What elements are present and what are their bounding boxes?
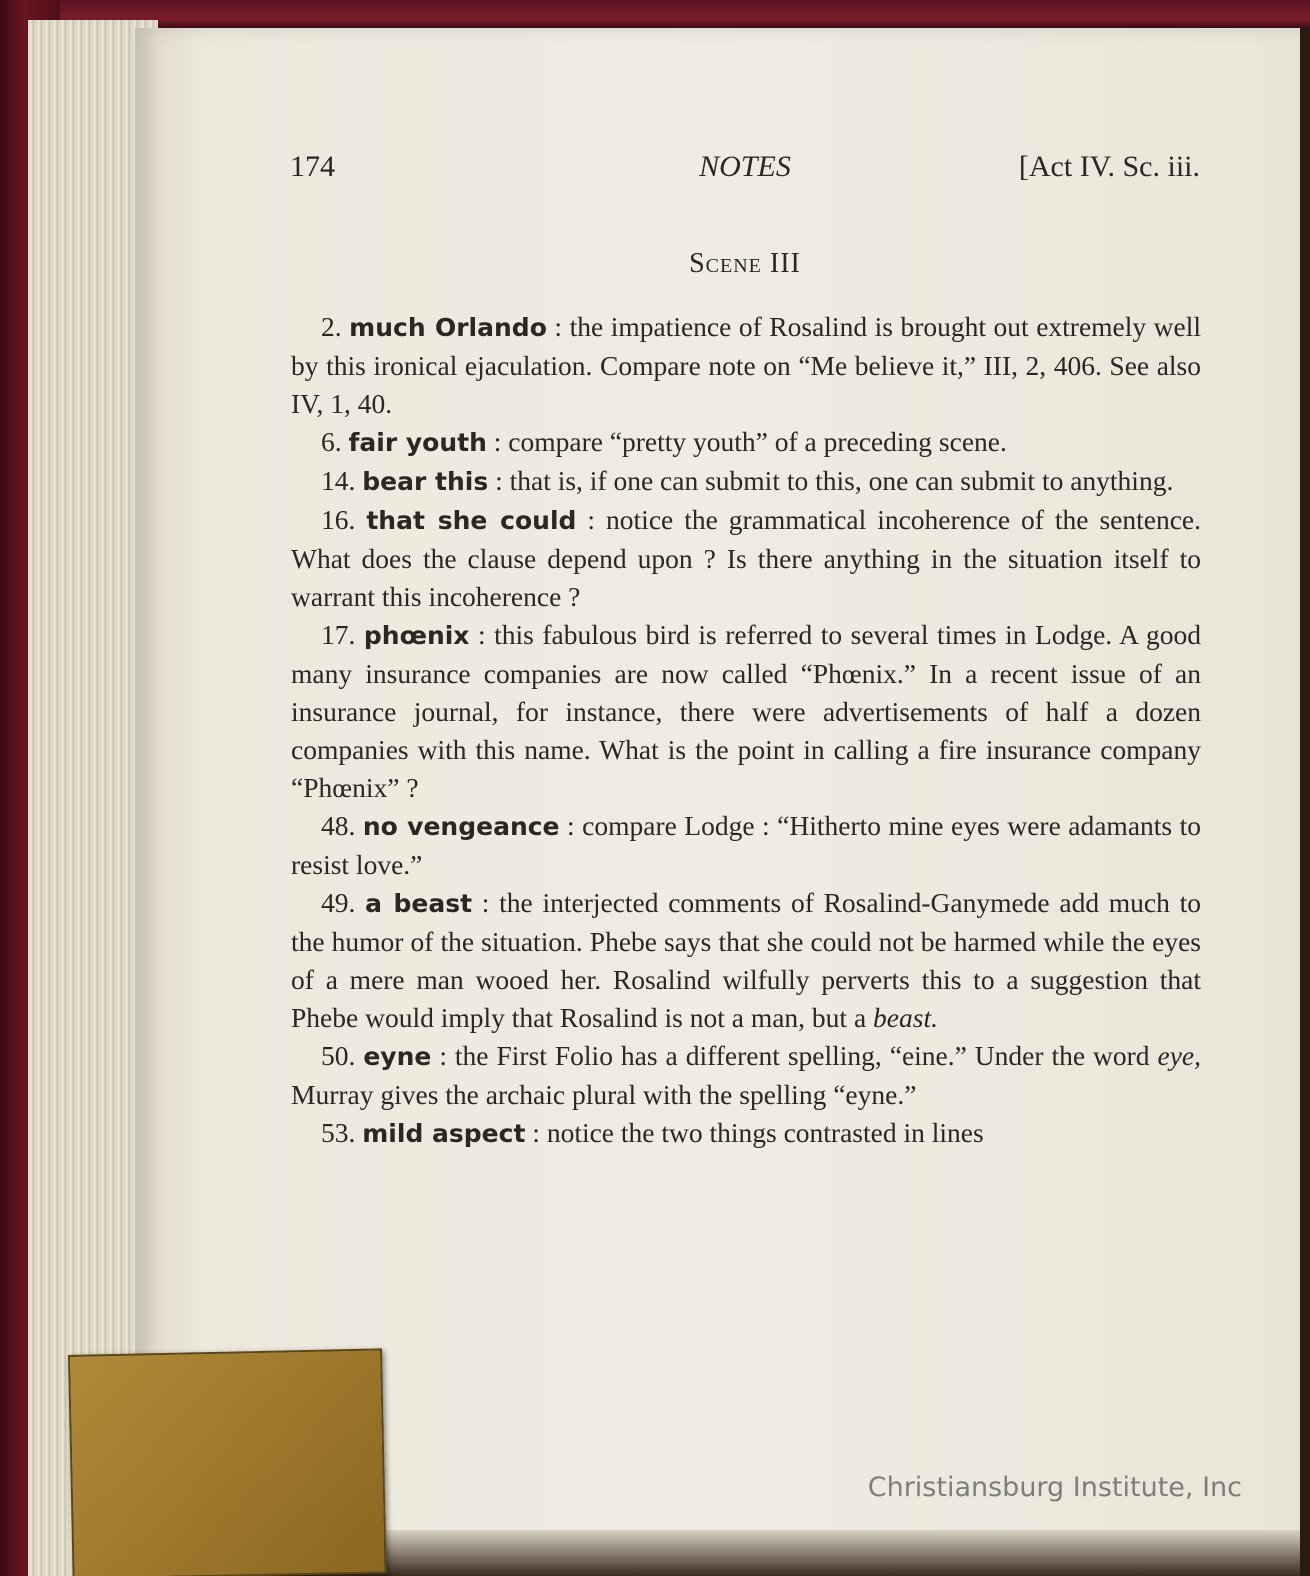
book-cover-top xyxy=(0,0,1310,28)
note-line-number: 16. xyxy=(321,504,356,535)
note-separator: : xyxy=(472,887,500,918)
note-line-number: 14. xyxy=(321,465,356,496)
note-line-number: 53. xyxy=(321,1117,356,1148)
note-entry xyxy=(291,1037,1201,1114)
note-text: this fabulous bird is referred to several times in Lodge. A good many insurance companies are now called “Phœnix.” In a recent issue of an insurance journal, for instance, there were advertisements of half a dozen companies with this name. What is the point in calling a fire insurance company “Phœnix” ? xyxy=(291,619,1202,803)
note-entry xyxy=(291,308,1201,423)
note-text: the First Folio has a different spelling, “eine.” Under the word xyxy=(454,1040,1150,1071)
note-lemma: much Orlando xyxy=(349,313,547,342)
note-text-continued: Murray gives the archaic plural with the spelling “eyne.” xyxy=(291,1079,917,1110)
watermark: Christiansburg Institute, Inc xyxy=(867,1472,1242,1503)
note-lemma: bear this xyxy=(362,467,489,496)
note-line-number: 50. xyxy=(321,1040,356,1071)
note-line-number: 2. xyxy=(321,311,342,342)
note-separator: : xyxy=(488,465,510,496)
note-lemma: mild aspect xyxy=(362,1119,526,1148)
note-lemma: fair youth xyxy=(348,428,487,457)
note-entry xyxy=(291,884,1201,1037)
note-separator: : xyxy=(546,311,570,342)
note-line-number: 48. xyxy=(321,810,356,841)
running-title: NOTES xyxy=(699,150,791,183)
note-entry xyxy=(291,462,1201,501)
note-italic-word: eye, xyxy=(1157,1040,1202,1071)
note-separator: : xyxy=(525,1117,547,1148)
note-lemma: that she could xyxy=(366,506,577,535)
section-reference: [Act IV. Sc. iii. xyxy=(1018,150,1200,183)
note-entry xyxy=(291,807,1201,884)
note-lemma: no vengeance xyxy=(362,812,560,841)
note-lemma: a beast xyxy=(365,889,473,918)
note-lemma: phœnix xyxy=(363,621,470,650)
note-text: the impatience of Rosalind is brought out extremely well by this ironical ejaculation. Compare note on “Me believe it,” III, 2, 406. See also IV, 1, 40. xyxy=(291,311,1202,419)
note-text: that is, if one can submit to this, one can submit to anything. xyxy=(509,465,1174,496)
note-text: the interjected comments of Rosalind-Ganymede add much to the humor of the situation. Phebe says that she could not be harmed while the eyes of a mere man wooed her. Rosalind wilfully perverts this to a suggestion that Phebe would imply that Rosalind is not a man, but a xyxy=(291,887,1201,1033)
note-entry xyxy=(291,423,1201,462)
note-line-number: 49. xyxy=(321,887,356,918)
note-separator: : xyxy=(559,810,583,841)
note-lemma: eyne xyxy=(363,1042,432,1071)
note-separator: : xyxy=(469,619,495,650)
note-text: compare Lodge : “Hitherto mine eyes were adamants to resist love.” xyxy=(291,810,1201,880)
note-separator: : xyxy=(486,426,509,457)
note-separator: : xyxy=(431,1040,455,1071)
note-entry xyxy=(291,616,1201,807)
note-entry xyxy=(291,501,1201,616)
scene-heading: Scene III xyxy=(689,248,801,279)
page-number: 174 xyxy=(290,150,335,183)
note-line-number: 6. xyxy=(321,426,342,457)
note-italic-word: beast. xyxy=(873,1002,938,1033)
brass-bookmark-clip xyxy=(68,1348,387,1576)
note-text: compare “pretty youth” of a preceding scene. xyxy=(508,426,1007,457)
note-text: notice the grammatical incoherence of the sentence. What does the clause depend upon ? Is there anything in the situation itself to warrant this incoherence ? xyxy=(291,504,1202,612)
note-separator: : xyxy=(576,504,607,535)
running-head xyxy=(290,150,1200,194)
note-line-number: 17. xyxy=(321,619,356,650)
note-text: notice the two things contrasted in lines xyxy=(546,1117,984,1148)
note-entry xyxy=(291,1114,1201,1153)
notes-body xyxy=(291,308,1201,1153)
